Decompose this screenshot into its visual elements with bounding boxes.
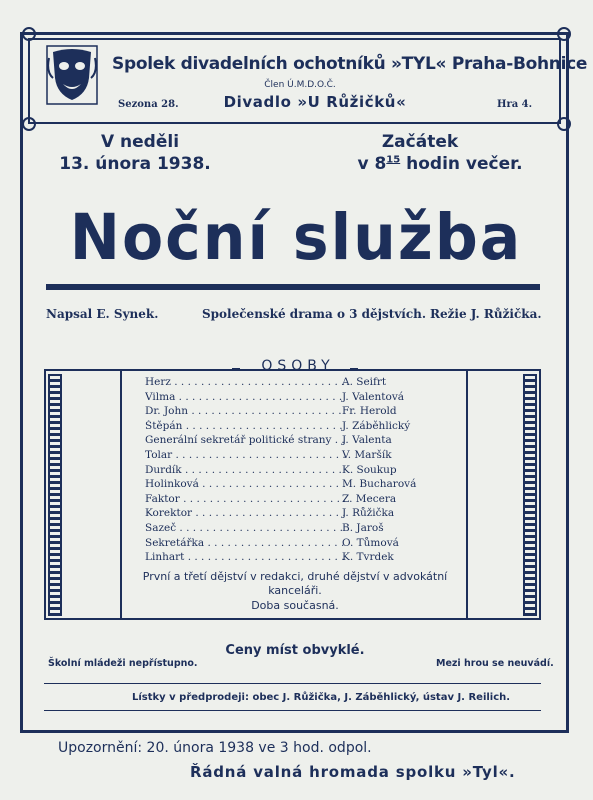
youth-note: Školní mládeži nepřístupno. [48, 658, 198, 669]
cast-actor: A. Seifrt [342, 376, 387, 388]
cast-actor: Z. Mecera [342, 492, 397, 505]
society-name: Spolek divadelních ochotníků »TYL« Praha-Bohnice [112, 54, 588, 74]
cast-role: Faktor . . . [145, 493, 345, 505]
cast-role: Durdík . . . [145, 464, 345, 476]
cast-divider-right [466, 369, 468, 620]
season-label: Sezona 28. [118, 99, 179, 110]
title-underline [46, 284, 540, 290]
start-time: v $8^{15}$ hodin večer. [357, 154, 523, 174]
meeting-line: Řádná valná hromada spolku »Tyl«. [190, 763, 516, 781]
setting-note: První a třetí dějství v redakci, druhé dějství v advokátní [142, 570, 448, 583]
corner-ornament [557, 117, 571, 131]
cast-role: Herz . . . [145, 376, 345, 388]
cast-role: Štěpán . . . [145, 420, 345, 432]
theatre-name: Divadlo »U Růžičků« [223, 93, 407, 111]
day-label: V neděli [100, 132, 180, 152]
cast-actor: J. Záběhlický [342, 419, 411, 432]
ticket-sales: Lístky v předprodeji: obec J. Růžička, J. Záběhlický, ústav J. Reilich. [132, 692, 511, 703]
cast-role: Tolar . . . [145, 449, 345, 461]
cast-actor: Fr. Herold [342, 405, 397, 418]
cast-actor: K. Soukup [342, 463, 397, 476]
author-credit: Napsal E. Synek. [46, 307, 159, 321]
membership-line: Člen Ú.M.D.O.Č. [264, 80, 336, 90]
cast-role: Holinková . . . [145, 478, 345, 490]
play-title: Noční služba [69, 201, 523, 275]
entry-note: Mezi hrou se neuvádí. [436, 658, 554, 669]
right-ornament-border [523, 374, 537, 616]
cast-role: Vilma . . . [145, 391, 345, 403]
genre-credit: Společenské drama o 3 dějstvích. [202, 307, 427, 321]
corner-ornament [22, 27, 36, 41]
cast-actor: J. Růžička [342, 507, 395, 520]
cast-actor: K. Tvrdek [342, 551, 394, 564]
theatre-mask-logo [45, 44, 99, 106]
cast-divider-left [120, 369, 122, 620]
cast-role: Generální sekretář politické strany . . . [145, 434, 345, 446]
setting-note: kanceláři. [268, 584, 322, 597]
performance-date: 13. února 1938. [59, 154, 211, 174]
director-credit: Režie J. Růžička. [430, 307, 542, 321]
cast-actor: B. Jaroš [342, 522, 384, 534]
cast-actor: V. Maršík [342, 449, 392, 461]
cast-actor: J. Valentová [342, 390, 405, 403]
cast-actor: O. Tůmová [342, 536, 399, 549]
cast-role: Dr. John . . . [145, 405, 345, 417]
cast-actor: M. Bucharová [342, 478, 417, 491]
corner-ornament [557, 27, 571, 41]
prices-note: Ceny míst obvyklé. [225, 643, 365, 658]
cast-actor: J. Valenta [342, 434, 392, 447]
notice-line: Upozornění: 20. února 1938 ve 3 hod. odpol. [58, 740, 372, 756]
cast-role: Korektor . . . [145, 507, 345, 519]
cast-heading: OSOBY [261, 358, 335, 374]
left-ornament-border [48, 374, 62, 616]
cast-role: Sekretářka . . . [145, 537, 345, 549]
cast-role: Linhart . . . [145, 551, 345, 563]
play-number: Hra 4. [497, 99, 533, 110]
era-note: Doba současná. [251, 599, 339, 612]
corner-ornament [22, 117, 36, 131]
start-label: Začátek [381, 132, 459, 152]
cast-role: Sazeč . . . [145, 522, 345, 534]
